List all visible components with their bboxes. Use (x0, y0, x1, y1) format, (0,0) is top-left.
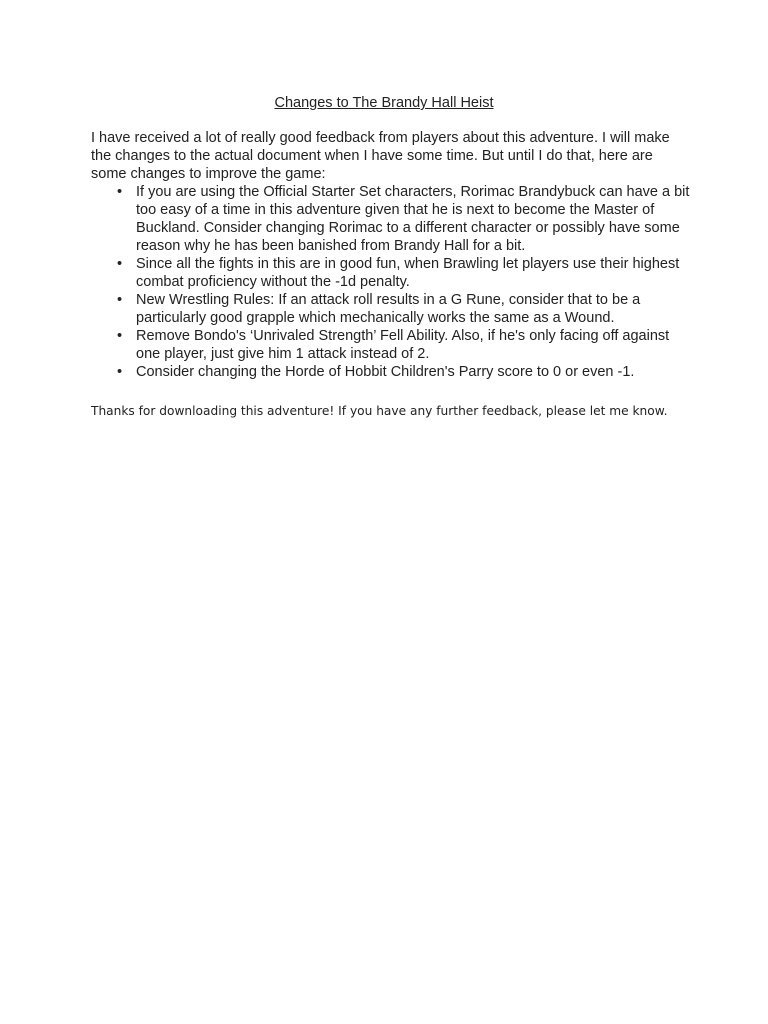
bullet-icon: • (117, 184, 123, 200)
intro-paragraph: I have received a lot of really good feedback from players about this adventure. I will make the changes to the actual document when I have some time. But until I do that, here are some changes to improve the game: (91, 130, 670, 182)
list-item-text: If you are using the Official Starter Set characters, Rorimac Brandybuck can have a bit too easy of a time in this adventure given that he is next to become the Master of Buckland. Consider changing Rorimac to a different character or possibly have some reason why he has been banished from Brandy Hall for a bit. (136, 184, 690, 254)
list-item-text: Remove Bondo's ‘Unrivaled Strength’ Fell Ability. Also, if he's only facing off against one player, just give him 1 attack instead of 2. (136, 328, 670, 362)
bullet-icon: • (117, 364, 123, 380)
bullet-icon: • (117, 256, 123, 272)
list-item-text: Consider changing the Horde of Hobbit Children's Parry score to 0 or even -1. (136, 364, 635, 380)
list-item (91, 255, 691, 291)
list-item (91, 363, 691, 381)
changes-list (91, 183, 691, 381)
list-item (91, 327, 691, 363)
closing-note: Thanks for downloading this adventure! If you have any further feedback, please let me know. (91, 404, 668, 418)
document-title: Changes to The Brandy Hall Heist (274, 95, 494, 111)
bullet-icon: • (117, 292, 123, 308)
list-item-text: Since all the fights in this are in good fun, when Brawling let players use their highest combat proficiency without the -1d penalty. (136, 256, 680, 290)
bullet-icon: • (117, 328, 123, 344)
list-item (91, 183, 691, 255)
list-item (91, 291, 691, 327)
list-item-text: New Wrestling Rules: If an attack roll results in a G Rune, consider that to be a particularly good grapple which mechanically works the same as a Wound. (136, 292, 641, 326)
